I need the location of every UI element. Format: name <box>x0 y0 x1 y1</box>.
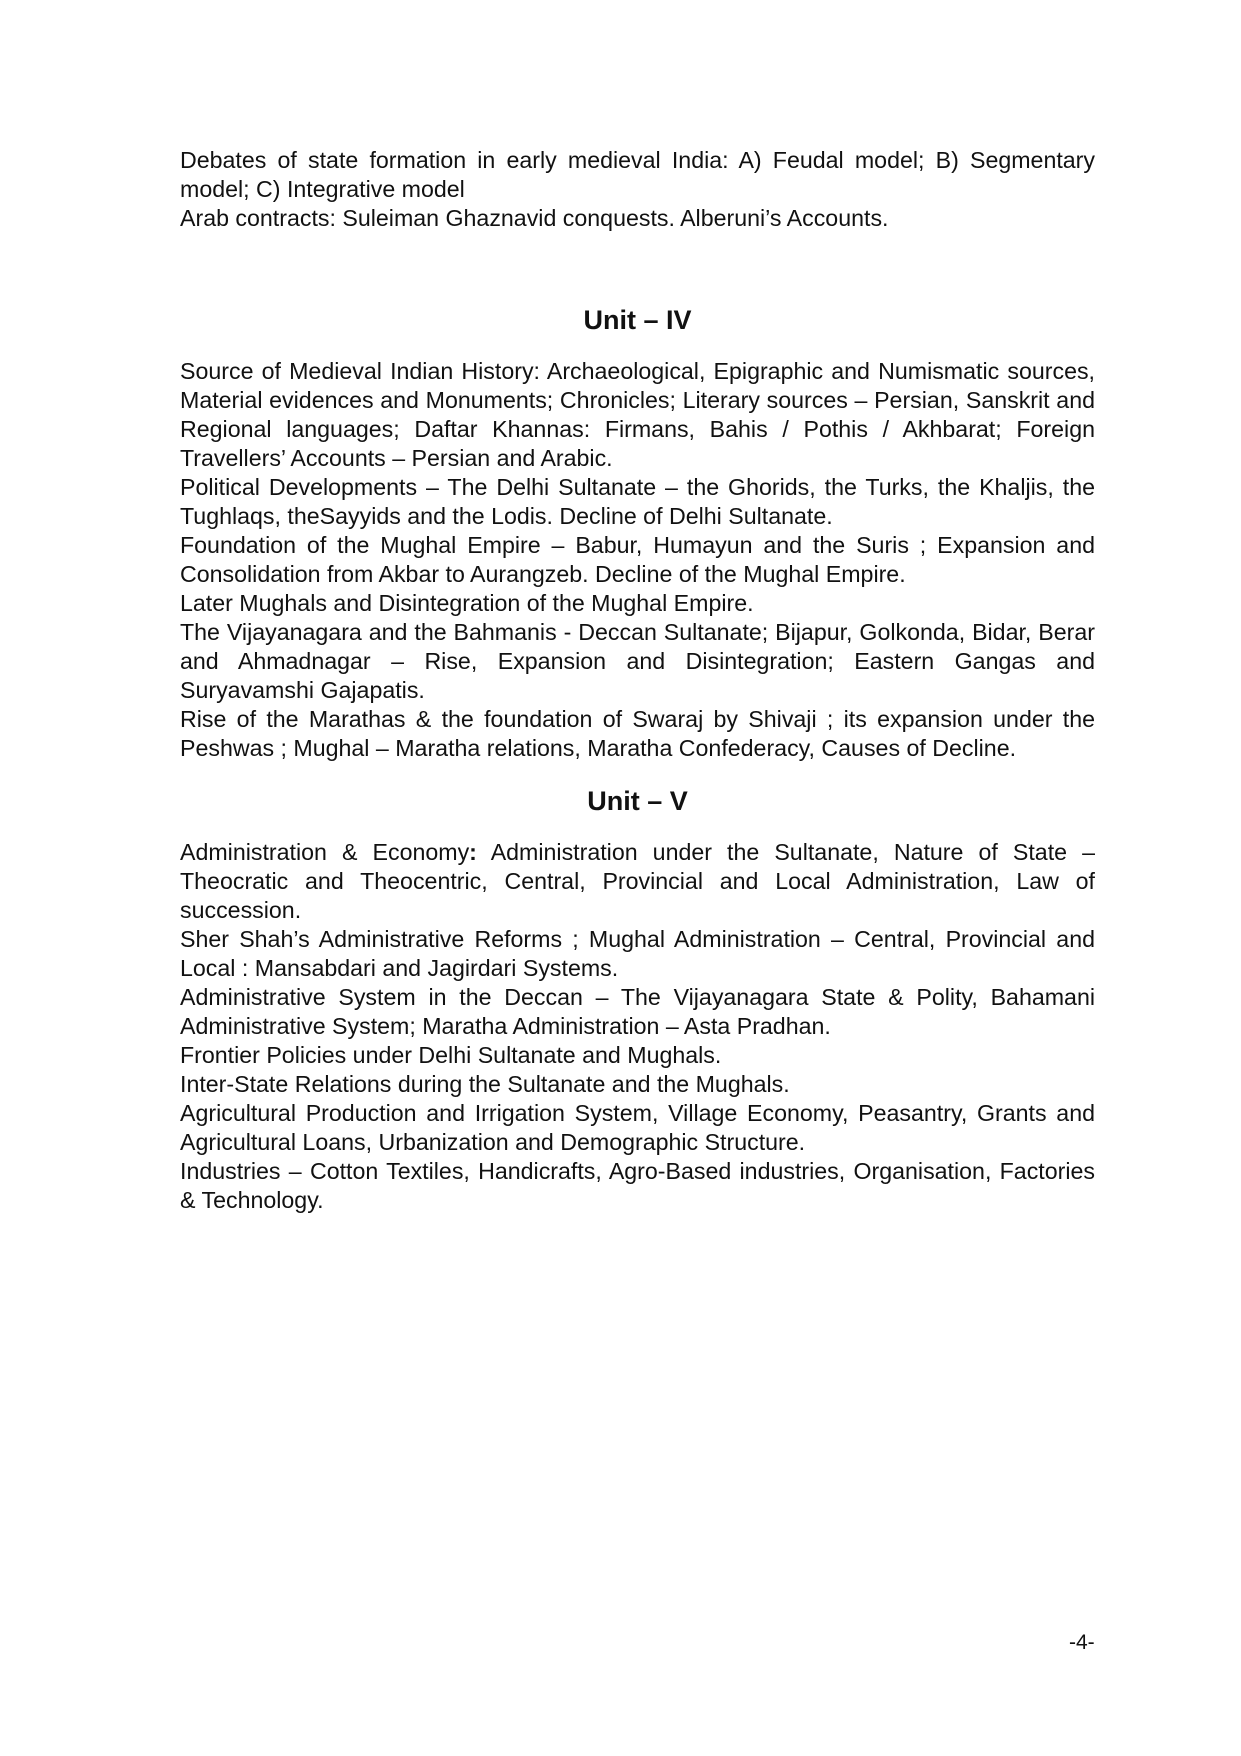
unit-5-heading: Unit – V <box>587 786 688 816</box>
unit-4-paragraph-later-mughals: Later Mughals and Disintegration of the Mughal Empire. <box>180 590 754 616</box>
unit-5-paragraph-inter-state: Inter-State Relations during the Sultanate and the Mughals. <box>180 1071 790 1097</box>
intro-paragraph-arab-contacts: Arab contracts: Suleiman Ghaznavid conquests. Alberuni’s Accounts. <box>180 205 889 231</box>
administration-text: Administration under the Sultanate, Nature of State – Theocratic and Theocentric, Central, Provincial and Local Administration, Law of succession. <box>180 839 1095 923</box>
unit-5-section <box>180 784 1095 1215</box>
page-content <box>180 146 1095 1215</box>
unit-4-section <box>180 303 1095 763</box>
unit-5-paragraph-deccan-admin: Administrative System in the Deccan – The Vijayanagara State & Polity, Bahamani Administrative System; Maratha Administration – Asta Pradhan. <box>180 984 1095 1039</box>
unit-4-paragraph-vijayanagara: The Vijayanagara and the Bahmanis - Deccan Sultanate; Bijapur, Golkonda, Bidar, Berar and Ahmadnagar – Rise, Expansion and Disintegration; Eastern Gangas and Suryavamshi Gajapatis. <box>180 619 1095 703</box>
unit-4-paragraph-mughal-foundation: Foundation of the Mughal Empire – Babur, Humayun and the Suris ; Expansion and Consolidation from Akbar to Aurangzeb. Decline of the Mughal Empire. <box>180 532 1095 587</box>
administration-lead: Administration & Economy <box>180 839 470 865</box>
unit-5-paragraph-administration <box>180 838 1095 925</box>
unit-5-paragraph-sher-shah: Sher Shah’s Administrative Reforms ; Mughal Administration – Central, Provincial and Local : Mansabdari and Jagirdari Systems. <box>180 926 1095 981</box>
unit-5-paragraph-frontier: Frontier Policies under Delhi Sultanate and Mughals. <box>180 1042 722 1068</box>
unit-4-paragraph-sources: Source of Medieval Indian History: Archaeological, Epigraphic and Numismatic sources, Material evidences and Monuments; Chronicles; Literary sources – Persian, Sanskrit and Regional languages; Daftar Khannas: Firmans, Bahis / Pothis / Akhbarat; Foreign Travellers’ Accounts – Persian and Arabic. <box>180 358 1095 471</box>
page-number: -4- <box>1069 1631 1095 1654</box>
intro-paragraph-state-formation: Debates of state formation in early medieval India: A) Feudal model; B) Segmentary model; C) Integrative model <box>180 147 1095 202</box>
unit-4-paragraph-marathas: Rise of the Marathas & the foundation of Swaraj by Shivaji ; its expansion under the Peshwas ; Mughal – Maratha relations, Maratha Confederacy, Causes of Decline. <box>180 706 1095 761</box>
unit-5-paragraph-agriculture: Agricultural Production and Irrigation System, Village Economy, Peasantry, Grants and Agricultural Loans, Urbanization and Demographic Structure. <box>180 1100 1095 1155</box>
unit-4-heading: Unit – IV <box>583 305 692 335</box>
administration-colon: : <box>469 839 477 865</box>
unit-5-paragraph-industries: Industries – Cotton Textiles, Handicrafts, Agro-Based industries, Organisation, Factories & Technology. <box>180 1158 1095 1213</box>
unit-4-paragraph-political: Political Developments – The Delhi Sultanate – the Ghorids, the Turks, the Khaljis, the Tughlaqs, theSayyids and the Lodis. Decline of Delhi Sultanate. <box>180 474 1095 529</box>
